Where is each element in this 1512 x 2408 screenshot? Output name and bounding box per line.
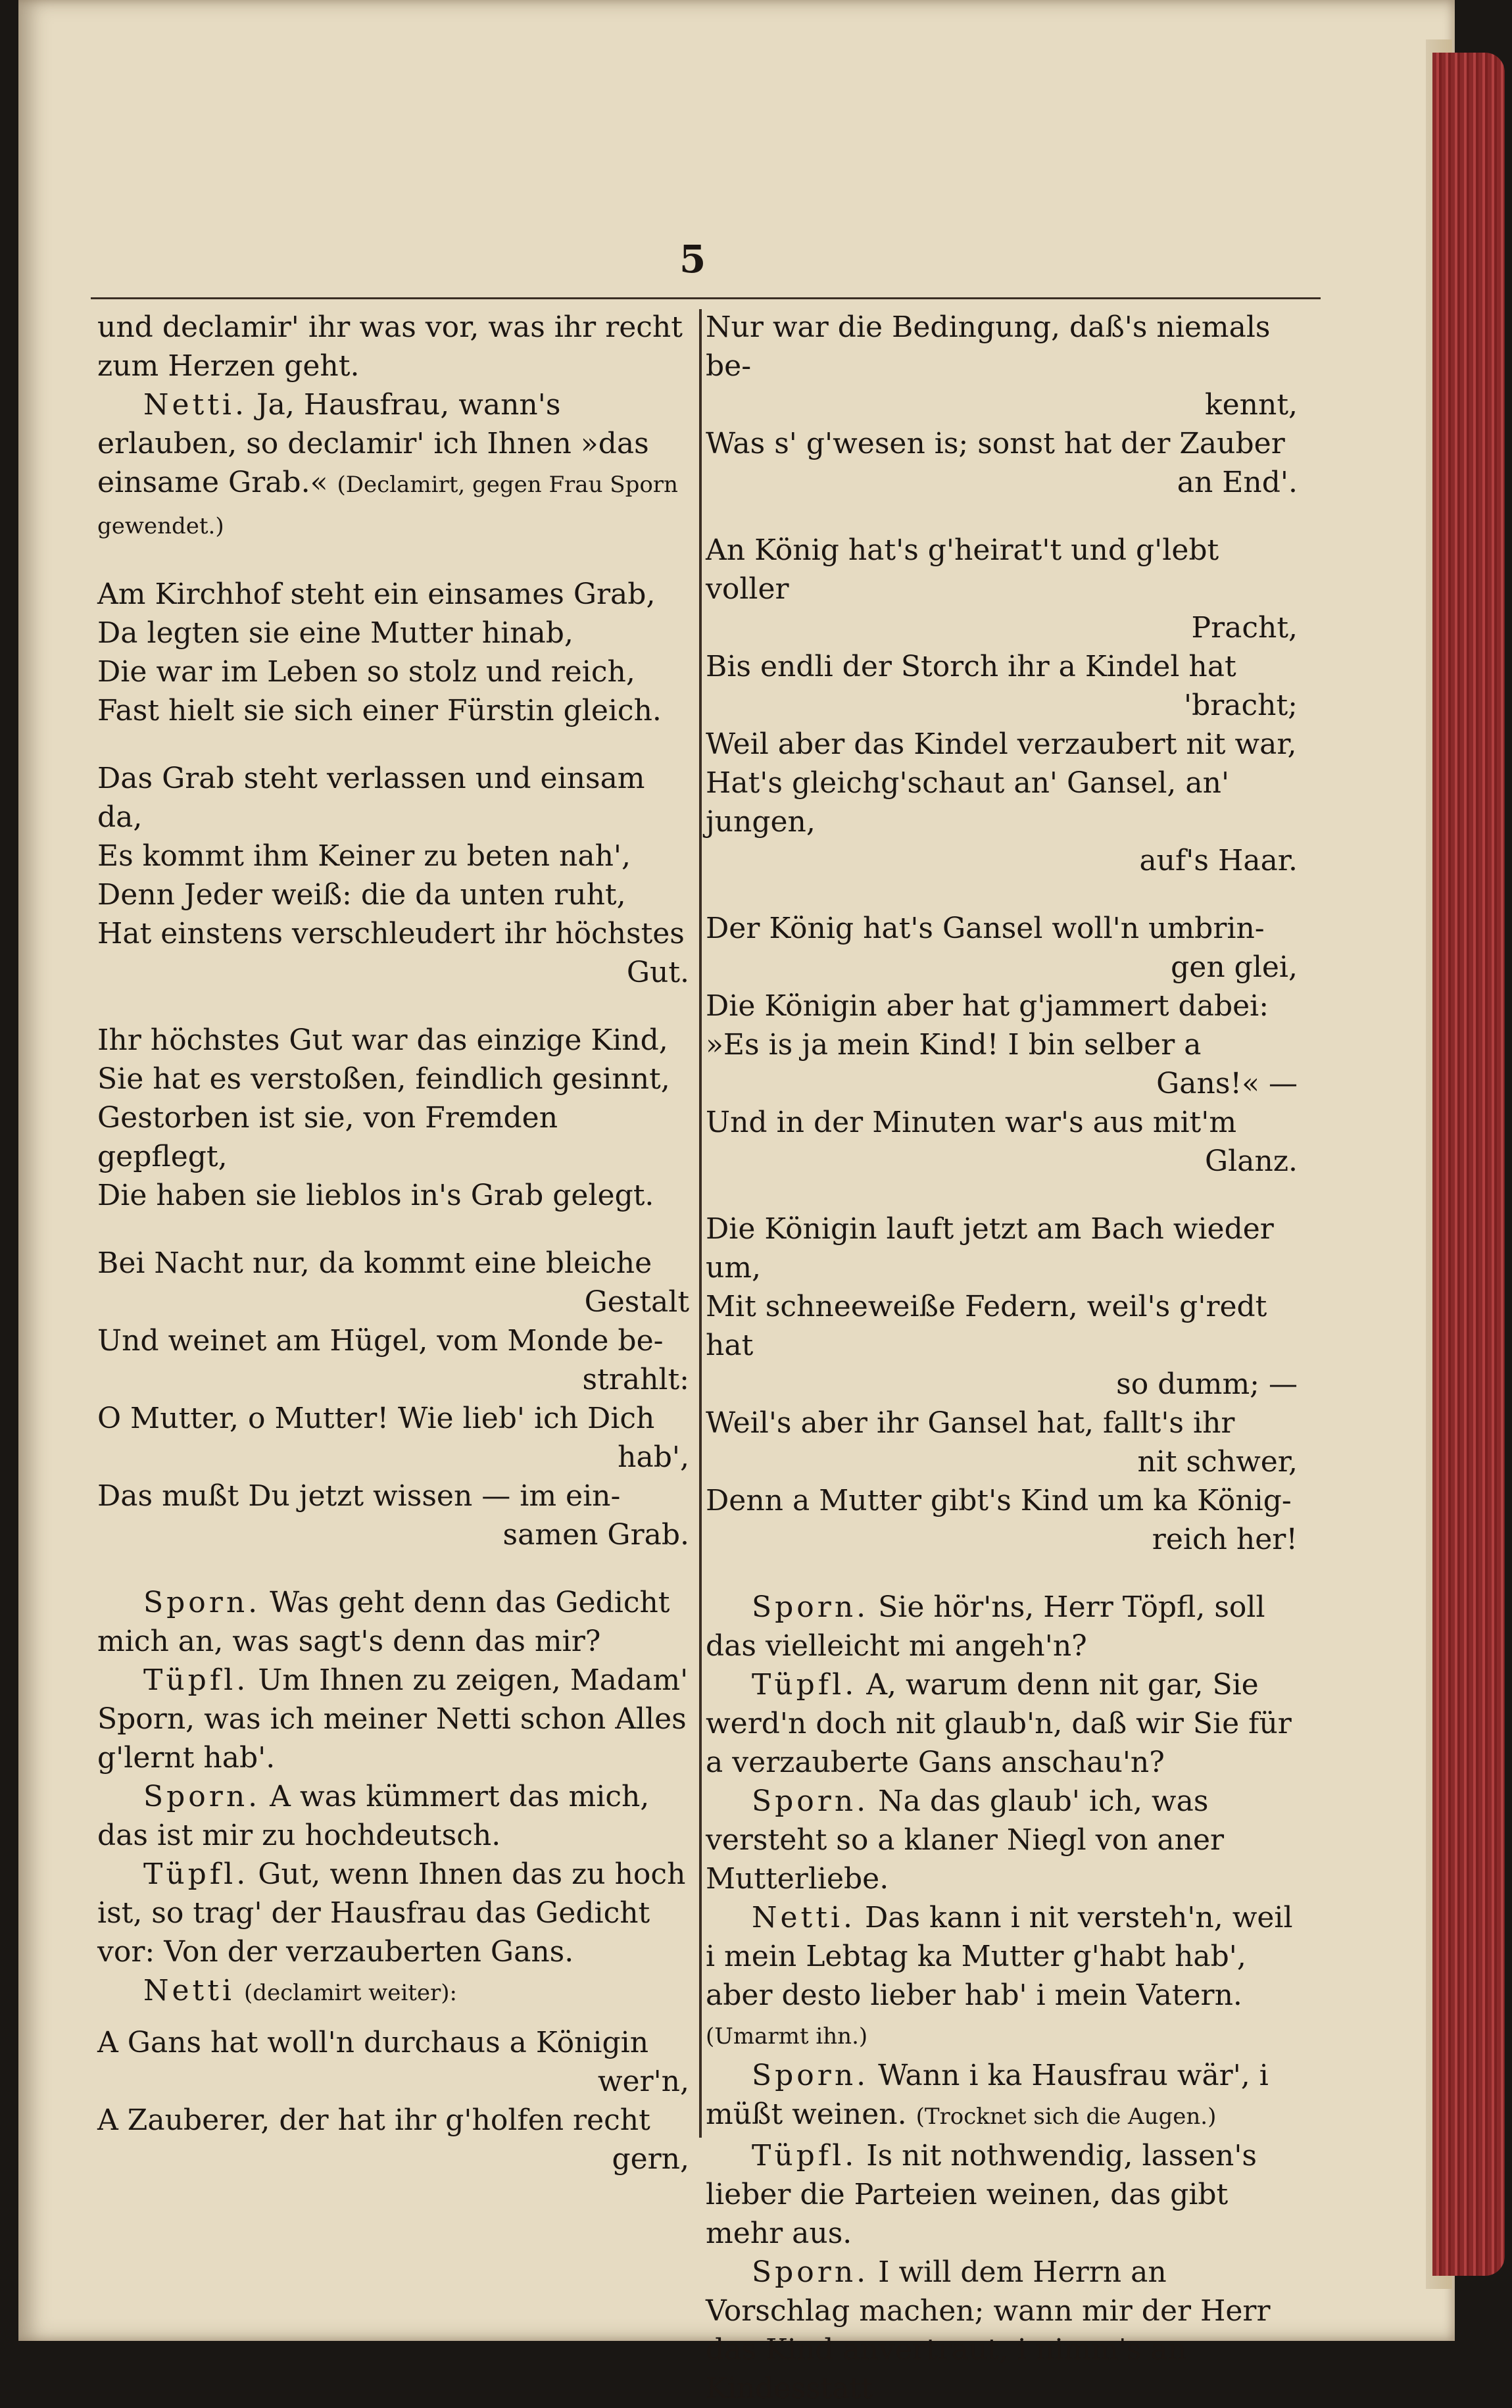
verse-line-continuation: nit schwer, [1137,1445,1298,1479]
verse-line-continuation: an End'. [1177,466,1298,499]
dialogue-paragraph [97,1583,689,1661]
verse-line-continuation: wer'n, [597,2065,689,2098]
verse-line: Mit schneeweiße Federn, weil's g'redt hat [706,1290,1267,1362]
dialogue-text: A, warum denn nit gar, Sie werd'n doch nit glaub'n, daß wir Sie für a verzauberte Gans anschau'n? [706,1668,1292,1779]
verse-line-continuation: auf's Haar. [1139,844,1298,877]
verse-line-continuation: so dumm; — [1116,1367,1298,1401]
verse-line-continuation: samen Grab. [502,1518,689,1552]
column-divider [699,309,702,2138]
verse-line-continuation: Pracht, [1191,611,1298,645]
verse-line: Da legten sie eine Mutter hinab, [97,616,573,650]
stanza-gap [706,1181,1298,1210]
speaker-name: Tüpfl. [143,1857,249,1891]
verse-line-continuation: hab', [618,1440,689,1474]
verse-line-continuation: Glanz. [1205,1144,1298,1178]
dialogue-paragraph [97,385,689,546]
dialogue-text: Wann i ka Hausfrau wär', i müßt weinen. [706,2059,1269,2131]
verse-line-continuation: reich her! [1152,1523,1298,1556]
dialogue-text: Na das glaub' ich, was versteht so a klaner Niegl von aner Mutterliebe. [706,1784,1225,1896]
verse-line: Am Kirchhof steht ein einsames Grab, [97,577,656,611]
verse-line: Nur war die Bedingung, daß's niemals be- [706,310,1271,383]
verse-line: An König hat's g'heirat't und g'lebt voller [706,533,1219,606]
verse-line: Hat's gleichg'schaut an' Gansel, an' jungen, [706,766,1230,839]
page-number: 5 [679,237,706,282]
speaker-name: Sporn. [143,1586,261,1619]
verse-line-continuation: Gut. [626,956,689,989]
verse-line: Was s' g'wesen is; sonst hat der Zauber [706,427,1285,460]
dialogue-text: Sie hör'ns, Herr Töpfl, soll das vielleicht mi angeh'n? [706,1590,1265,1663]
dialogue-paragraph [706,1588,1298,1665]
verse-line: Die Königin aber hat g'jammert dabei: [706,989,1269,1023]
dialogue-text: Um Ihnen zu zeigen, Madam' Sporn, was ich meiner Netti schon Alles g'lernt hab'. [97,1663,689,1775]
speaker-name: Netti. [752,1901,856,1934]
stage-direction: (Declamirt, gegen Frau Sporn gewendet.) [97,472,678,539]
verse-line-continuation: Gestalt [584,1285,689,1319]
stanza-gap [706,502,1298,531]
dialogue-paragraph [706,2056,1298,2136]
verse-line: Die war im Leben so stolz und reich, [97,655,635,689]
dialogue-text: Ja, Hausfrau, wann's erlauben, so declamir' ich Ihnen »das einsame Grab.« [97,388,649,499]
dialogue-text: I will dem Herrn an Vorschlag machen; wann mir der Herr das Kind anvertraut, i nimm's an Kindesstatt [706,2255,1271,2405]
prose-paragraph: und declamir' ihr was vor, was ihr recht zum Herzen geht. [97,310,683,383]
verse-line: Bei Nacht nur, da kommt eine bleiche [97,1246,652,1280]
dialogue-paragraph [706,1898,1298,2056]
verse-line: Weil aber das Kindel verzaubert nit war, [706,727,1297,761]
verse-line: Denn a Mutter gibt's Kind um ka König- [706,1484,1292,1517]
verse-line: Die haben sie lieblos in's Grab gelegt. [97,1179,654,1212]
dialogue-text: Das kann i nit versteh'n, weil i mein Lebtag ka Mutter g'habt hab', aber desto lieber hab' i mein Vatern. [706,1901,1293,2012]
verse-line-continuation: strahlt: [582,1363,689,1396]
stanza-gap [97,730,689,759]
verse-line: Die Königin lauft jetzt am Bach wieder um, [706,1212,1274,1285]
verse-line: Bis endli der Storch ihr a Kindel hat [706,650,1236,683]
speaker-name: Sporn. [752,1590,869,1624]
left-column [97,308,689,2178]
speaker-name: Tüpfl. [752,2139,858,2173]
verse-line: A Zauberer, der hat ihr g'holfen recht [97,2103,650,2137]
speaker-name: Tüpfl. [143,1663,249,1697]
dialogue-paragraph [97,1777,689,1855]
dialogue-paragraph [97,1855,689,1971]
speaker-name: Netti [143,1974,235,2007]
verse-line: O Mutter, o Mutter! Wie lieb' ich Dich [97,1402,655,1435]
dialogue-paragraph [706,2136,1298,2253]
verse-line: Denn Jeder weiß: die da unten ruht, [97,878,626,912]
stanza-gap [706,1559,1298,1588]
verse-line: Weil's aber ihr Gansel hat, fallt's ihr [706,1406,1235,1440]
dialogue-paragraph [97,1971,689,2013]
small-gap [97,2013,689,2023]
stage-direction: (Trocknet sich die Augen.) [915,2103,1217,2130]
right-column [706,308,1298,2408]
verse-line: Hat einstens verschleudert ihr höchstes [97,917,685,950]
stanza-gap [97,992,689,1021]
verse-line-continuation: kennt, [1204,388,1298,422]
speaker-name: Tüpfl. [752,1668,858,1702]
book-page [18,0,1455,2405]
red-edge-binding [1432,53,1505,2276]
dialogue-paragraph [706,1782,1298,1898]
dialogue-text: Gut, wenn Ihnen das zu hoch ist, so trag' der Hausfrau das Gedicht vor: Von der verzauberten Gans. [97,1857,686,1969]
stanza-gap [97,546,689,575]
dialogue-paragraph [706,2253,1298,2408]
verse-line: Ihr höchstes Gut war das einzige Kind, [97,1023,668,1057]
verse-line: Der König hat's Gansel woll'n umbrin- [706,912,1265,945]
header-rule [91,297,1321,299]
verse-line: Und weinet am Hügel, vom Monde be- [97,1324,664,1358]
stanza-gap [97,1554,689,1583]
dialogue-text: Was geht denn das Gedicht mich an, was sagt's denn das mir? [97,1586,670,1658]
stanza-gap [97,1215,689,1244]
verse-line: »Es is ja mein Kind! I bin selber a [706,1028,1202,1062]
speaker-name: Sporn. [143,1780,261,1813]
speaker-name: Netti. [143,388,247,422]
verse-line: Gestorben ist sie, von Fremden gepflegt, [97,1101,558,1173]
speaker-name: Sporn. [752,2255,869,2289]
verse-line: Das mußt Du jetzt wissen — im ein- [97,1479,621,1513]
dialogue-paragraph [706,1665,1298,1782]
stage-direction: (Umarmt ihn.) [706,2023,868,2050]
dialogue-text: Is nit nothwendig, lassen's lieber die Parteien weinen, das gibt mehr aus. [706,2139,1257,2250]
verse-line-continuation: 'bracht; [1183,689,1298,722]
speaker-name: Sporn. [752,2059,869,2092]
verse-line-continuation: gern, [612,2142,689,2176]
dialogue-paragraph [97,1661,689,1777]
verse-line: Sie hat es verstoßen, feindlich gesinnt, [97,1062,670,1096]
verse-line-continuation: gen glei, [1171,950,1298,984]
verse-line: A Gans hat woll'n durchaus a Königin [97,2026,649,2059]
speaker-name: Sporn. [752,1784,869,1818]
stage-direction: (declamirt weiter): [243,1980,458,2006]
verse-line-continuation: Gans!« — [1156,1067,1298,1100]
stanza-gap [706,880,1298,909]
verse-line: Es kommt ihm Keiner zu beten nah', [97,839,631,873]
verse-line: Und in der Minuten war's aus mit'm [706,1106,1237,1139]
verse-line: Das Grab steht verlassen und einsam da, [97,762,645,834]
verse-line: Fast hielt sie sich einer Fürstin gleich. [97,694,662,727]
dialogue-text: A was kümmert das mich, das ist mir zu hochdeutsch. [97,1780,650,1852]
